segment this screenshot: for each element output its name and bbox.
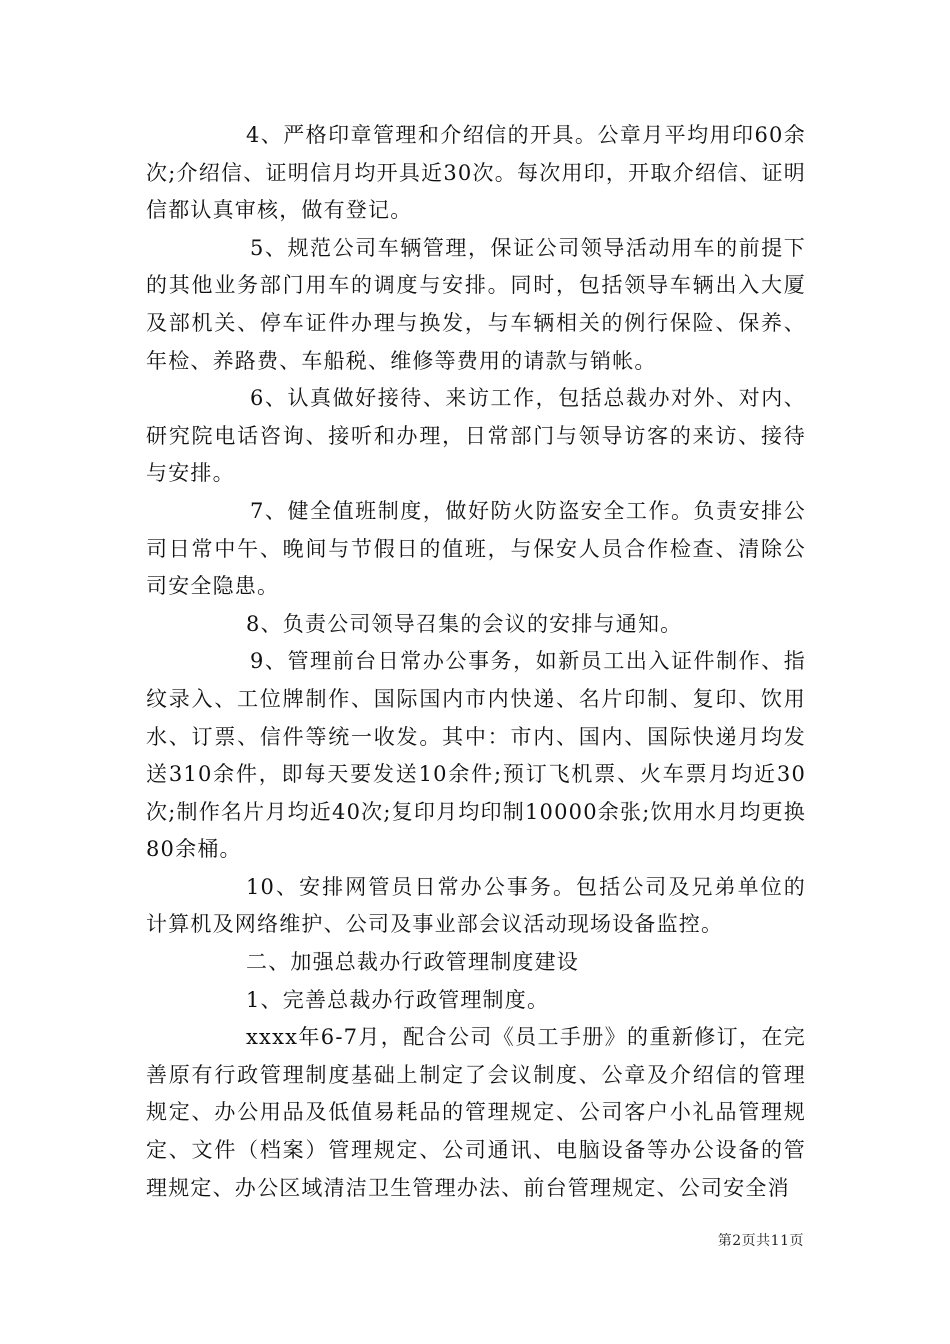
paragraph-item-7: 7、健全值班制度，做好防火防盗安全工作。负责安排公司日常中午、晚间与节假日的值班，与保安人员合作检查、清除公司安全隐患。	[146, 498, 806, 599]
paragraph-item-9: 9、管理前台日常办公事务，如新员工出入证件制作、指纹录入、工位牌制作、国际国内市内快递、名片印制、复印、饮用水、订票、信件等统一收发。其中：市内、国内、国际快递月均发送310余件，即每天要发送10余件;预订飞机票、火车票月均近30次;制作名片月均近40次;复印月均印制10000余张;饮用水月均更换80余桶。	[146, 649, 806, 862]
document-body	[146, 117, 806, 1207]
paragraph-item-10: 10、安排网管员日常办公事务。包括公司及兄弟单位的计算机及网络维护、公司及事业部会议活动现场设备监控。	[146, 874, 806, 937]
page-number: 第2页共11页	[717, 1233, 804, 1249]
paragraph-item-6: 6、认真做好接待、来访工作，包括总裁办对外、对内、研究院电话咨询、接听和办理，日常部门与领导访客的来访、接待与安排。	[146, 386, 806, 486]
section-heading: 二、加强总裁办行政管理制度建设	[246, 950, 579, 975]
paragraph-regulations: xxxx年6-7月，配合公司《员工手册》的重新修订，在完善原有行政管理制度基础上制定了会议制度、公章及介绍信的管理规定、办公用品及低值易耗品的管理规定、公司客户小礼品管理规定、文件（档案）管理规定、公司通讯、电脑设备等办公设备的管理规定、办公区域清洁卫生管理办法、前台管理规定、公司安全消	[146, 1025, 806, 1200]
paragraph-item-8: 8、负责公司领导召集的会议的安排与通知。	[246, 611, 683, 636]
paragraph-item-4: 4、严格印章管理和介绍信的开具。公章月平均用印60余次;介绍信、证明信月均开具近30次。每次用印，开取介绍信、证明信都认真审核，做有登记。	[146, 123, 806, 223]
paragraph-item-5: 5、规范公司车辆管理，保证公司领导活动用车的前提下的其他业务部门用车的调度与安排。同时，包括领导车辆出入大厦及部机关、停车证件办理与换发，与车辆相关的例行保险、保养、年检、养路费、车船税、维修等费用的请款与销帐。	[146, 235, 806, 373]
subsection-heading: 1、完善总裁办行政管理制度。	[246, 987, 550, 1012]
